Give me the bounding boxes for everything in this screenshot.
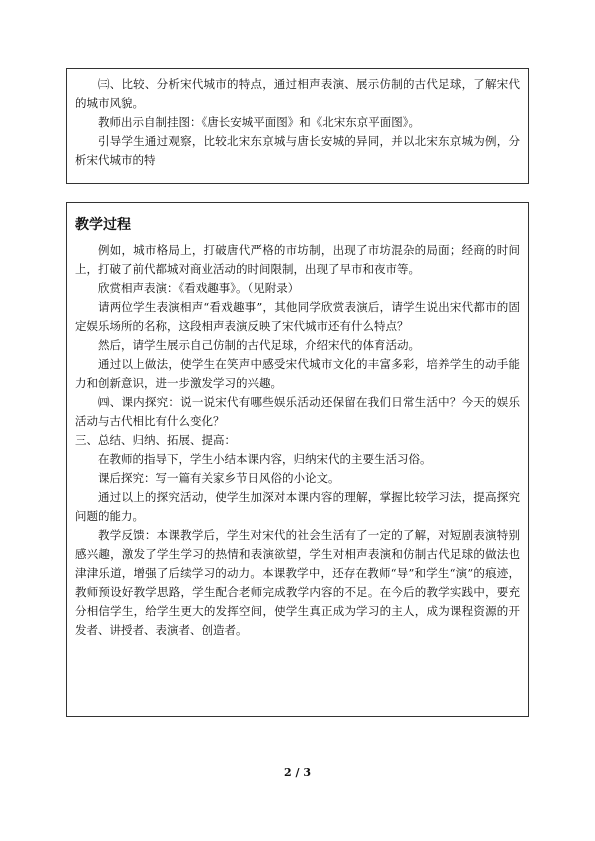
main-paragraph-5: 通过以上做法，使学生在笑声中感受宋代城市文化的丰富多彩，培养学生的动手能力和创新意识，进一步激发学习的兴趣。: [75, 357, 520, 390]
teaching-process-box: [66, 202, 529, 717]
top-paragraph-3: 引导学生通过观察，比较北宋东京城与唐长安城的异同，并以北宋东京城为例，分析宋代城市的特: [75, 134, 520, 167]
top-paragraph-2: 教师出示自制挂图：《唐长安城平面图》和《北宋东京平面图》。: [98, 115, 420, 129]
main-paragraph-6: ㈣、课内探究：说一说宋代有哪些娱乐活动还保留在我们日常生活中？今天的娱乐活动与古代相比有什么变化？: [75, 395, 520, 428]
main-paragraph-7: 三、总结、归纳、拓展、提高：: [75, 433, 236, 447]
top-content-box: [66, 68, 529, 184]
top-paragraph-1: ㈢、比较、分析宋代城市的特点，通过相声表演、展示仿制的古代足球，了解宋代的城市风貌。: [75, 77, 520, 110]
main-paragraph-8: 在教师的指导下，学生小结本课内容，归纳宋代的主要生活习俗。: [98, 452, 432, 466]
main-paragraph-9: 课后探究：写一篇有关家乡节日风俗的小论文。: [98, 471, 340, 485]
main-paragraph-1: 例如，城市格局上，打破唐代严格的市坊制，出现了市坊混杂的局面；经商的时间上，打破了前代都城对商业活动的时间限制，出现了早市和夜市等。: [75, 243, 520, 276]
main-paragraph-4: 然后，请学生展示自己仿制的古代足球，介绍宋代的体育活动。: [98, 338, 420, 352]
section-title: 教学过程: [75, 217, 131, 233]
page-number: 2 / 3: [284, 766, 311, 779]
main-paragraph-3: 请两位学生表演相声“看戏趣事”，其他同学欣赏表演后，请学生说出宋代都市的固定娱乐场所的名称，这段相声表演反映了宋代城市还有什么特点？: [75, 300, 520, 333]
main-paragraph-2: 欣赏相声表演：《看戏趣事》。（见附录）: [98, 281, 300, 295]
main-paragraph-11: 教学反馈：本课教学后，学生对宋代的社会生活有了一定的了解，对短剧表演特别感兴趣，激发了学生学习的热情和表演欲望，学生对相声表演和仿制古代足球的做法也津津乐道，增强了后续学习的动力。本课教学中，还存在教师“导”和学生“演”的痕迹，教师预设好教学思路，学生配合老师完成教学内容的不足。在今后的教学实践中，要充分相信学生，给学生更大的发挥空间，使学生真正成为学习的主人，成为课程资源的开发者、讲授者、表演者、创造者。: [75, 528, 520, 637]
main-paragraph-10: 通过以上的探究活动，使学生加深对本课内容的理解，掌握比较学习法，提高探究问题的能力。: [75, 490, 520, 523]
